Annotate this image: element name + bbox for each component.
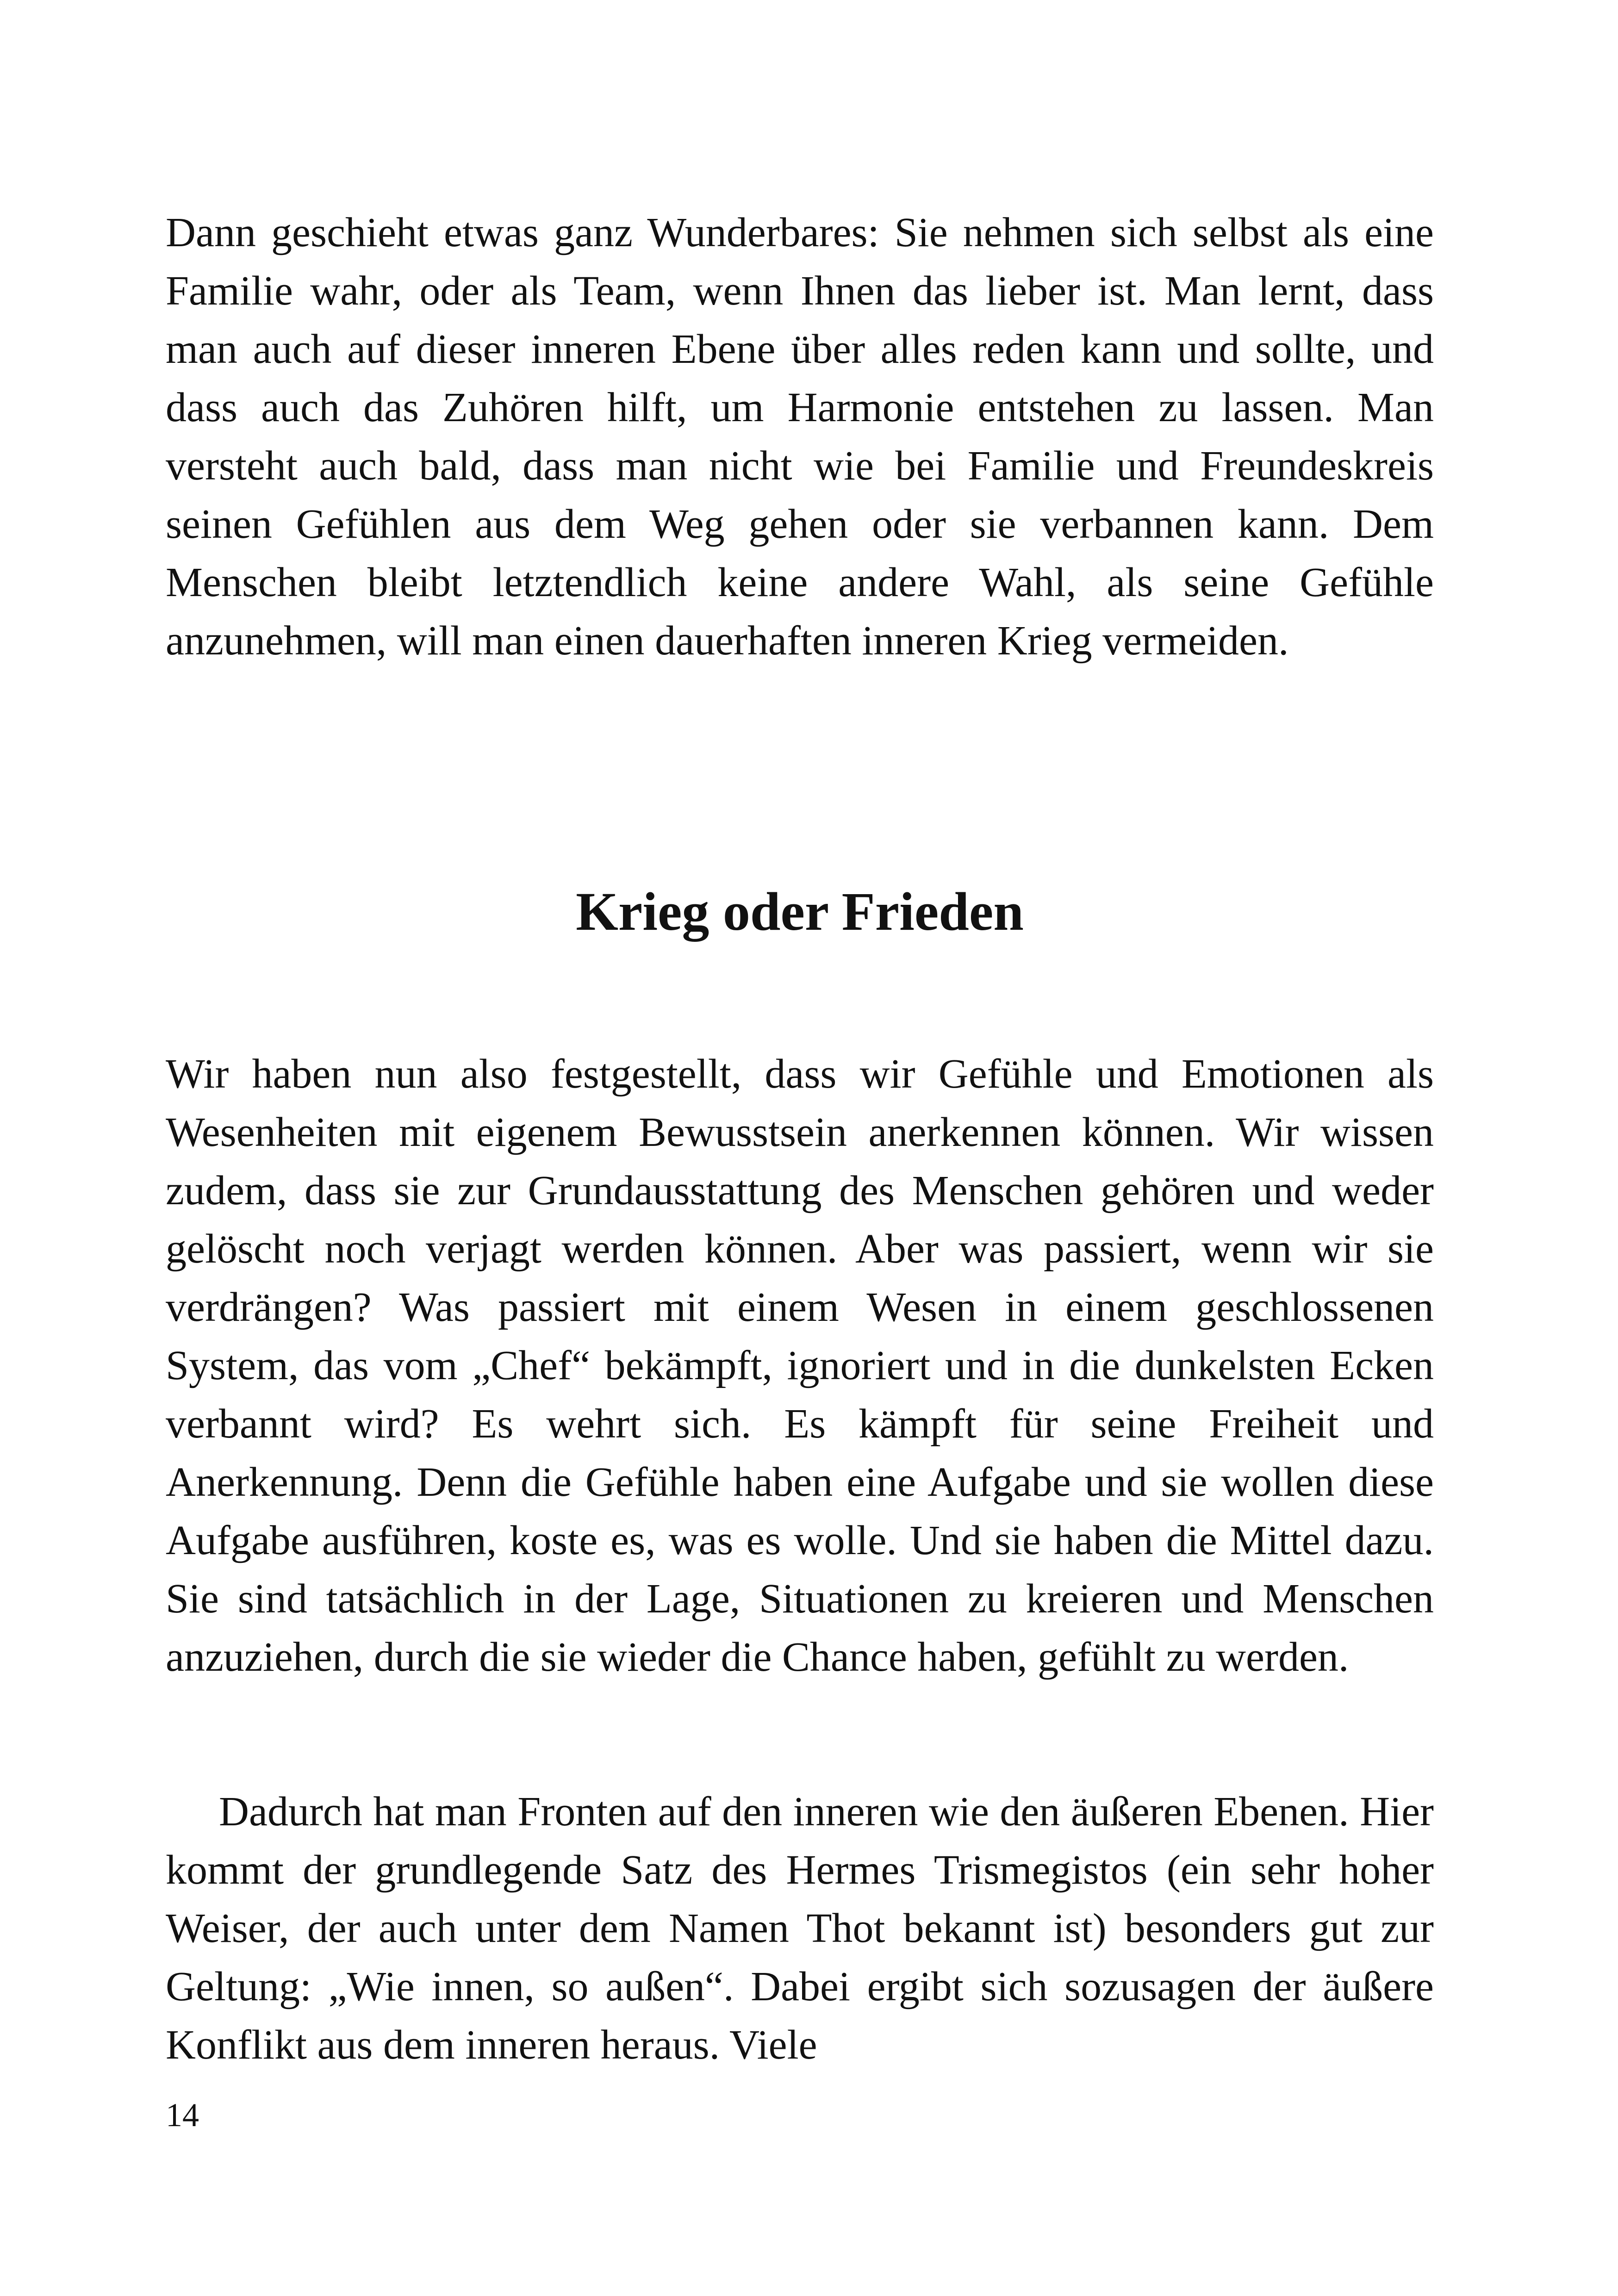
- page-number: 14: [166, 2097, 199, 2134]
- body-paragraph-block-1: [166, 1045, 1434, 1686]
- intro-paragraph-block: [166, 204, 1434, 670]
- body-paragraph-1: Wir haben nun also festgestellt, dass wir Gefühle und Emotionen als Wesenheiten mit eigenem Bewusstsein anerkennen können. Wir wissen zudem, dass sie zur Grundausstattung des Menschen gehören und weder gelöscht noch verjagt werden können. Aber was passiert, wenn wir sie verdrängen? Was passiert mit einem Wesen in einem geschlossenen System, das vom „Chef“ bekämpft, ignoriert und in die dunkelsten Ecken verbannt wird? Es wehrt sich. Es kämpft für seine Freiheit und Anerkennung. Denn die Gefühle haben eine Aufgabe und sie wollen diese Aufgabe ausführen, koste es, was es wolle. Und sie haben die Mittel dazu. Sie sind tatsächlich in der Lage, Situationen zu kreieren und Menschen anzuziehen, durch die sie wieder die Chance haben, gefühlt zu werden.: [166, 1051, 1434, 1680]
- section-heading: Krieg oder Frieden: [576, 881, 1024, 942]
- body-paragraph-2: Dadurch hat man Fronten auf den inneren wie den äußeren Ebenen. Hier kommt der grundlegende Satz des Hermes Trismegistos (ein sehr hoher Weiser, der auch unter dem Namen Thot bekannt ist) besonders gut zur Geltung: „Wie innen, so außen“. Dabei ergibt sich sozusagen der äußere Konflikt aus dem inneren heraus. Viele: [166, 1789, 1434, 2068]
- intro-paragraph: Dann geschieht etwas ganz Wunderbares: Sie nehmen sich selbst als eine Familie wahr, oder als Team, wenn Ihnen das lieber ist. Man lernt, dass man auch auf dieser inneren Ebene über alles reden kann und sollte, und dass auch das Zuhören hilft, um Harmonie entstehen zu lassen. Man versteht auch bald, dass man nicht wie bei Familie und Freundeskreis seinen Gefühlen aus dem Weg gehen oder sie verbannen kann. Dem Menschen bleibt letztendlich keine andere Wahl, als seine Gefühle anzunehmen, will man einen dauerhaften inneren Krieg vermeiden.: [166, 210, 1434, 664]
- body-paragraph-block-2: [166, 1783, 1434, 2074]
